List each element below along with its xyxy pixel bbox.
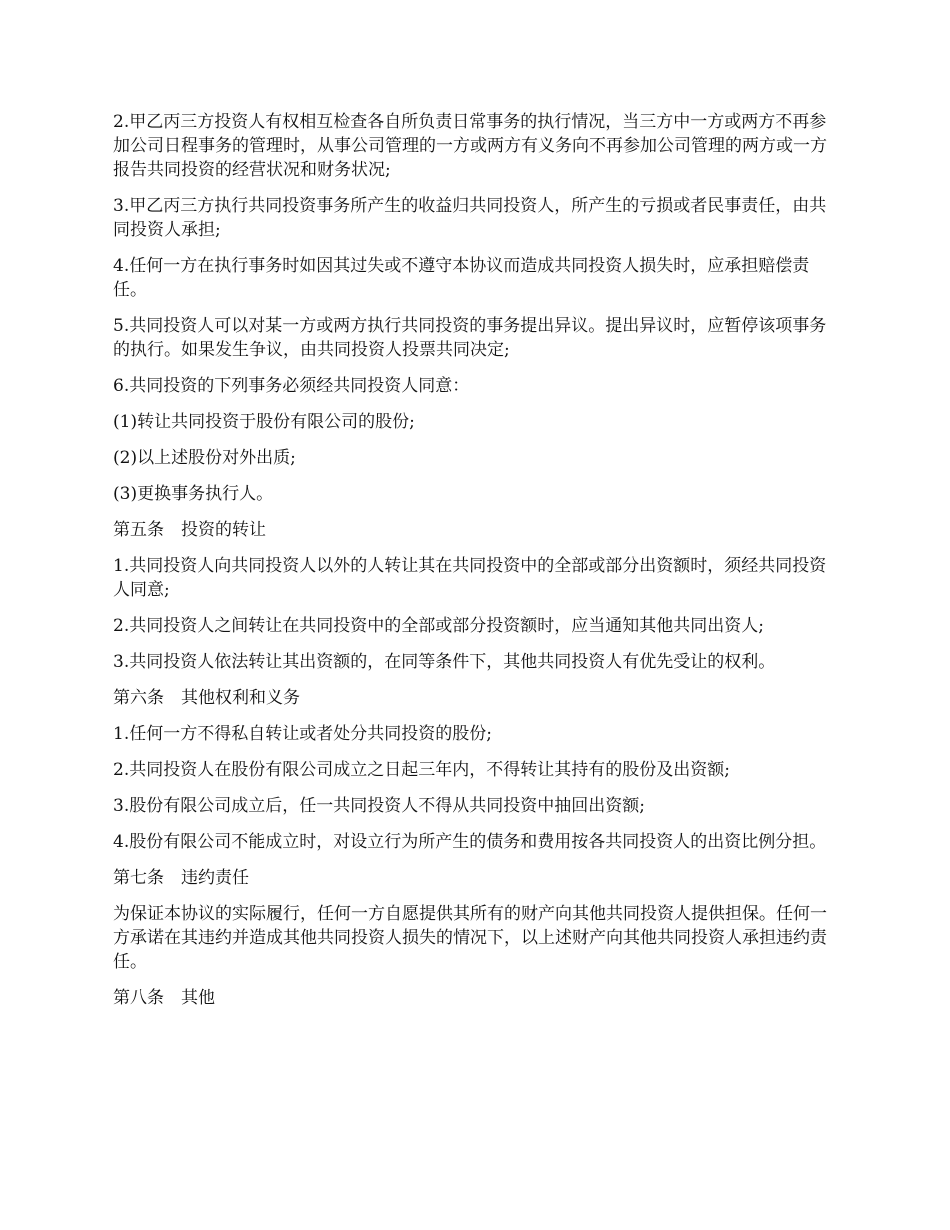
paragraph-preemptive-right: 3.共同投资人依法转让其出资额的，在同等条件下，其他共同投资人有优先受让的权利。 <box>113 652 776 672</box>
list-item-change-executor: (3)更换事务执行人。 <box>113 484 274 504</box>
section-heading-article-7: 第七条 违约责任 <box>113 868 249 888</box>
paragraph-objection: 5.共同投资人可以对某一方或两方执行共同投资的事务提出异议。提出异议时，应暂停该项事务的执行。如果发生争议，由共同投资人投票共同决定; <box>113 316 827 360</box>
paragraph-compensation: 4.任何一方在执行事务时如因其过失或不遵守本协议而造成共同投资人损失时，应承担赔偿责任。 <box>113 256 810 300</box>
list-item-pledge: (2)以上述股份对外出质; <box>113 448 296 468</box>
document-page <box>113 110 843 1022</box>
paragraph-inspection-rights: 2.甲乙丙三方投资人有权相互检查各自所负责日常事务的执行情况，当三方中一方或两方不再参加公司日程事务的管理时，从事公司管理的一方或两方有义务向不再参加公司管理的两方或一方报告共同投资的经营状况和财务状况; <box>113 112 827 180</box>
section-heading-article-6: 第六条 其他权利和义务 <box>113 688 300 708</box>
paragraph-consent-matters: 6.共同投资的下列事务必须经共同投资人同意： <box>113 376 470 396</box>
paragraph-profit-loss: 3.甲乙丙三方执行共同投资事务所产生的收益归共同投资人，所产生的亏损或者民事责任，由共同投资人承担; <box>113 196 827 240</box>
paragraph-breach-guarantee: 为保证本协议的实际履行，任何一方自愿提供其所有的财产向其他共同投资人提供担保。任何一方承诺在其违约并造成其他共同投资人损失的情况下，以上述财产向其他共同投资人承担违约责任。 <box>113 904 827 972</box>
list-item-transfer-shares: (1)转让共同投资于股份有限公司的股份; <box>113 412 415 432</box>
paragraph-no-private-transfer: 1.任何一方不得私自转让或者处分共同投资的股份; <box>113 724 492 744</box>
paragraph-internal-transfer: 2.共同投资人之间转让在共同投资中的全部或部分投资额时，应当通知其他共同出资人; <box>113 616 764 636</box>
paragraph-no-withdrawal: 3.股份有限公司成立后，任一共同投资人不得从共同投资中抽回出资额; <box>113 796 645 816</box>
paragraph-failure-costs: 4.股份有限公司不能成立时，对设立行为所产生的债务和费用按各共同投资人的出资比例分担。 <box>113 832 827 852</box>
paragraph-external-transfer: 1.共同投资人向共同投资人以外的人转让其在共同投资中的全部或部分出资额时，须经共同投资人同意; <box>113 556 827 600</box>
section-heading-article-8: 第八条 其他 <box>113 988 215 1008</box>
paragraph-lockup-period: 2.共同投资人在股份有限公司成立之日起三年内，不得转让其持有的股份及出资额; <box>113 760 730 780</box>
section-heading-article-5: 第五条 投资的转让 <box>113 520 266 540</box>
